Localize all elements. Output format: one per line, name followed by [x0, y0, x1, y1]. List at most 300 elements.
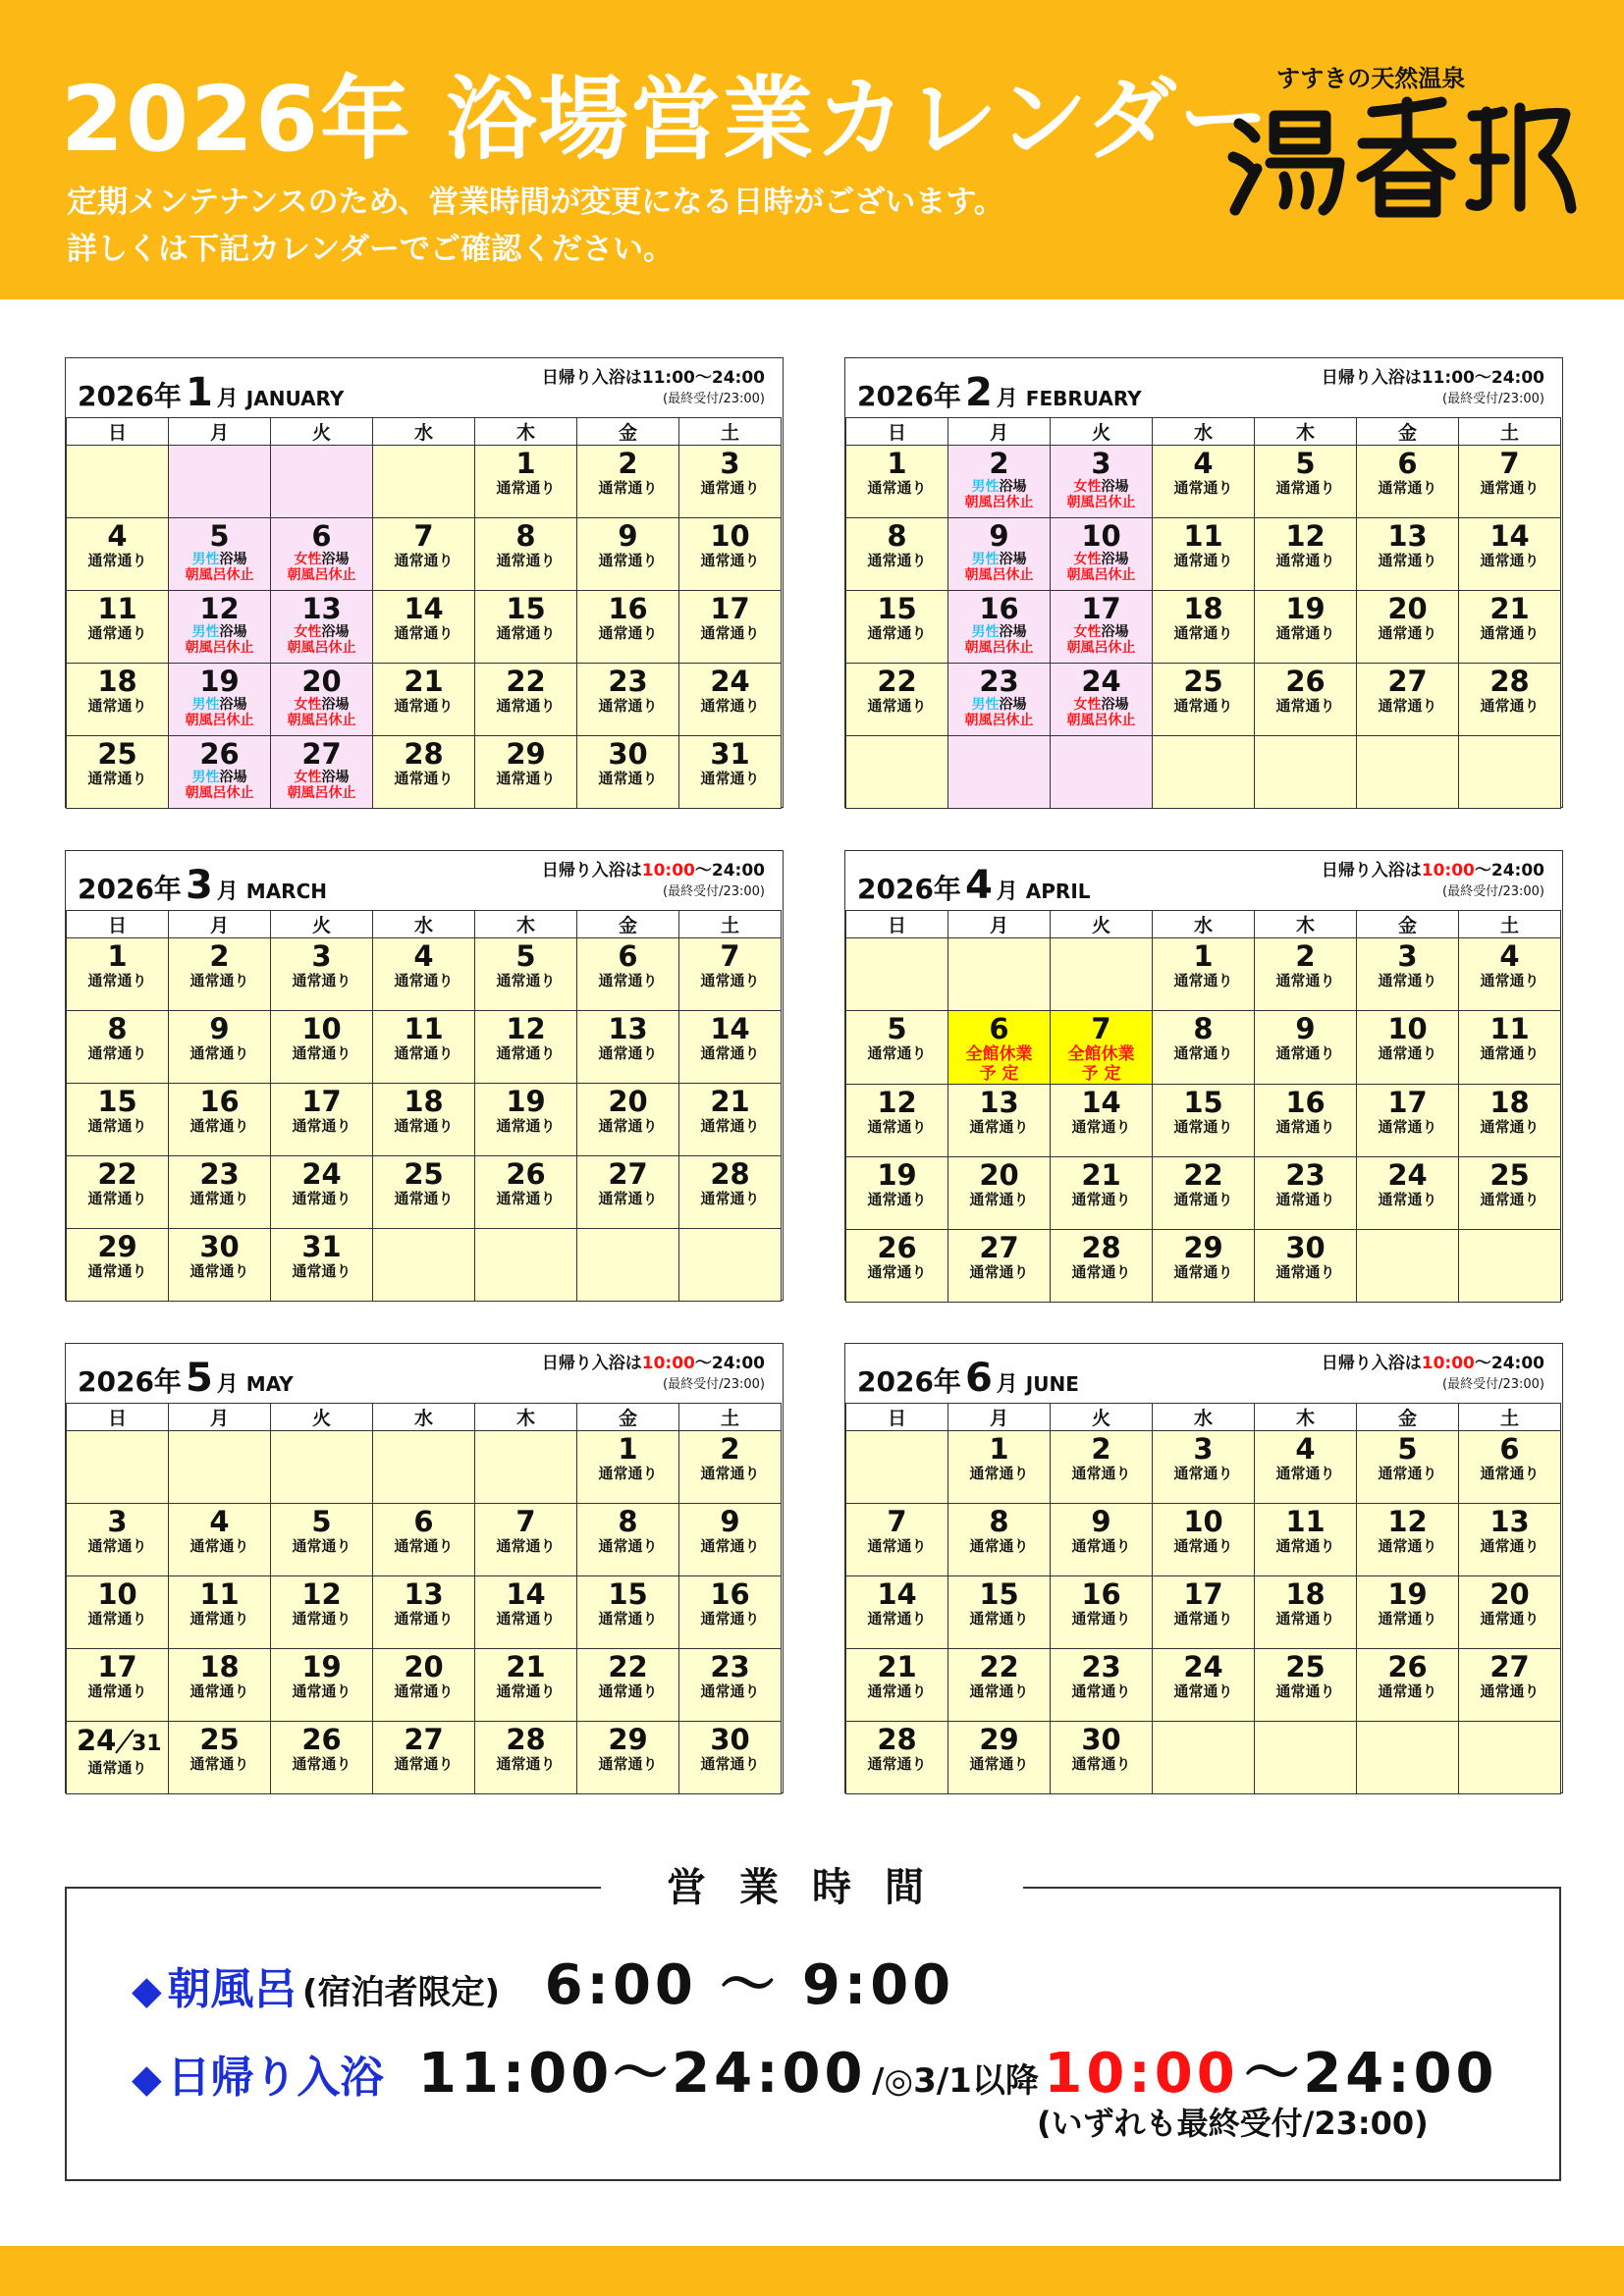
status-normal: 通常通り	[700, 624, 760, 642]
day-cell	[271, 736, 373, 809]
day-number: 27	[404, 1723, 444, 1756]
status-morning-bath-suspended: 朝風呂休止	[185, 567, 254, 583]
week-row	[67, 446, 782, 518]
day-number: 3	[720, 447, 740, 480]
day-cell	[846, 591, 948, 664]
day-number: 29	[608, 1723, 648, 1756]
day-cell	[373, 1649, 475, 1722]
status-normal: 通常通り	[1275, 1537, 1335, 1555]
status-men-bath	[169, 624, 270, 640]
day-number: 15	[979, 1577, 1019, 1611]
day-number: 31	[710, 737, 750, 771]
status-morning-bath-suspended: 朝風呂休止	[287, 785, 356, 801]
empty-day-cell	[1459, 1722, 1561, 1794]
day-cell	[948, 1431, 1051, 1504]
day-number: 10	[97, 1577, 137, 1611]
day-number: 21	[710, 1085, 750, 1118]
month-year: 2026年	[857, 380, 961, 412]
day-number: 23	[1081, 1650, 1121, 1683]
brand-logo	[1225, 94, 1579, 222]
day-number: 5	[515, 939, 536, 973]
gender-label: 男性	[971, 624, 1000, 640]
day-cell	[679, 664, 782, 736]
day-cell	[1153, 1157, 1255, 1230]
day-number: 1	[107, 939, 128, 973]
day-number: 2	[720, 1432, 740, 1466]
day-cell	[475, 938, 577, 1011]
bath-label: 浴場	[999, 624, 1027, 640]
status-normal: 通常通り	[598, 770, 658, 787]
day-cell	[169, 1229, 271, 1302]
day-number: 1	[989, 1432, 1009, 1466]
month-title	[857, 863, 1091, 908]
status-normal: 通常通り	[1480, 479, 1540, 497]
gender-label: 女性	[1073, 697, 1102, 713]
day-cell	[475, 591, 577, 664]
day-cell	[1051, 446, 1153, 518]
day-cell	[1255, 1649, 1357, 1722]
status-men-bath	[948, 552, 1050, 567]
day-cell	[679, 938, 782, 1011]
month-title	[857, 1356, 1079, 1401]
day-cell	[846, 664, 948, 736]
day-number: 24	[710, 665, 750, 698]
day-cell	[1357, 1576, 1459, 1649]
status-normal: 通常通り	[1275, 1465, 1335, 1482]
status-men-bath	[948, 697, 1050, 713]
status-normal: 通常通り	[700, 1117, 760, 1135]
day-cell	[846, 1722, 948, 1794]
status-women-bath	[1051, 624, 1152, 640]
status-normal: 通常通り	[394, 1537, 454, 1555]
status-normal: 通常通り	[867, 1682, 927, 1700]
status-normal: 通常通り	[867, 1191, 927, 1208]
status-normal: 通常通り	[1275, 624, 1335, 642]
status-normal: 通常通り	[598, 1537, 658, 1555]
diamond-icon: ◆	[132, 1968, 162, 2013]
week-row	[67, 518, 782, 591]
status-normal: 通常通り	[700, 697, 760, 715]
weekday-header: 土	[1459, 911, 1561, 938]
status-normal: 通常通り	[867, 1610, 927, 1628]
day-number: 14	[506, 1577, 546, 1611]
day-number: 12	[877, 1086, 917, 1119]
status-normal: 通常通り	[867, 1118, 927, 1136]
day-number: 27	[608, 1157, 648, 1191]
day-number: 3	[107, 1505, 128, 1538]
status-normal: 通常通り	[1378, 624, 1437, 642]
status-normal: 通常通り	[598, 624, 658, 642]
day-number: 23	[1285, 1158, 1326, 1192]
day-bath-label: 日帰り入浴	[167, 2053, 384, 2103]
day-number: 24	[1387, 1158, 1428, 1192]
day-cell	[1255, 1157, 1357, 1230]
status-women-bath	[271, 697, 372, 713]
gender-label: 男性	[191, 697, 220, 713]
status-normal: 通常通り	[700, 552, 760, 569]
status-normal: 通常通り	[292, 1044, 352, 1062]
empty-day-cell	[373, 1431, 475, 1504]
weekday-header: 土	[679, 418, 782, 446]
weekday-header: 金	[1357, 418, 1459, 446]
day-number: 10	[1387, 1012, 1428, 1045]
day-cell	[271, 1156, 373, 1229]
day-number: 19	[301, 1650, 342, 1683]
day-cell	[679, 1722, 782, 1794]
weekday-header: 火	[1051, 911, 1153, 938]
day-cell	[1153, 1011, 1255, 1085]
day-cell	[846, 1576, 948, 1649]
day-cell	[169, 518, 271, 591]
day-cell	[271, 938, 373, 1011]
bath-label: 浴場	[1101, 552, 1129, 567]
empty-day-cell	[846, 736, 948, 809]
day-bath-change-note: /◎3/1以降	[872, 2061, 1039, 2101]
status-normal: 通常通り	[867, 552, 927, 569]
month-number: 5	[185, 1356, 213, 1401]
day-number: 19	[506, 1085, 546, 1118]
day-number: 20	[404, 1650, 444, 1683]
day-number: 17	[301, 1085, 342, 1118]
status-normal: 通常通り	[292, 1190, 352, 1207]
day-cell	[577, 446, 679, 518]
day-cell	[1459, 446, 1561, 518]
day-number: 29	[97, 1230, 137, 1263]
day-number: 27	[301, 737, 342, 771]
status-morning-bath-suspended: 朝風呂休止	[1066, 495, 1136, 510]
day-cell	[1459, 518, 1561, 591]
status-morning-bath-suspended: 朝風呂休止	[287, 567, 356, 583]
day-cell	[475, 1156, 577, 1229]
day-number: 12	[506, 1012, 546, 1045]
status-normal: 通常通り	[1071, 1755, 1131, 1773]
status-normal: 通常通り	[496, 770, 556, 787]
day-cell	[1153, 1431, 1255, 1504]
status-closed: 全館休業	[965, 1044, 1033, 1064]
day-number: 6	[413, 1505, 434, 1538]
day-cell	[948, 1011, 1051, 1085]
status-normal: 通常通り	[700, 479, 760, 497]
day-cell	[373, 1084, 475, 1156]
status-women-bath	[271, 624, 372, 640]
status-normal: 通常通り	[969, 1682, 1029, 1700]
week-row	[846, 736, 1561, 809]
day-cell	[1051, 518, 1153, 591]
month-table	[66, 1403, 782, 1794]
weekday-header: 水	[1153, 418, 1255, 446]
day-cell	[67, 1504, 169, 1576]
weekday-header: 火	[271, 418, 373, 446]
weekday-header: 日	[67, 1404, 169, 1431]
hours-close-time: 〜24:00	[1474, 861, 1544, 881]
day-cell	[948, 1230, 1051, 1303]
status-women-bath	[1051, 479, 1152, 495]
day-bath-new-close: 〜24:00	[1244, 2042, 1498, 2106]
status-normal: 通常通り	[292, 1537, 352, 1555]
empty-day-cell	[846, 1431, 948, 1504]
day-number: 8	[887, 519, 907, 553]
day-cell	[373, 1722, 475, 1794]
status-normal: 通常通り	[1173, 1682, 1233, 1700]
status-normal: 通常通り	[1480, 972, 1540, 989]
day-number: 3	[311, 939, 332, 973]
day-cell	[846, 518, 948, 591]
status-normal: 通常通り	[496, 1537, 556, 1555]
status-normal: 通常通り	[1378, 972, 1437, 989]
status-normal: 通常通り	[1173, 624, 1233, 642]
day-cell	[67, 736, 169, 809]
empty-day-cell	[1153, 1722, 1255, 1794]
day-number: 21	[877, 1650, 917, 1683]
day-number: 8	[1193, 1012, 1214, 1045]
day-number: 17	[1387, 1086, 1428, 1119]
hours-close-time: 〜24:00	[1474, 1354, 1544, 1373]
last-entry-note: (いずれも最終受付/23:00)	[1037, 2105, 1429, 2142]
status-normal: 通常通り	[87, 697, 147, 715]
status-normal: 通常通り	[1275, 479, 1335, 497]
day-cell	[67, 1576, 169, 1649]
hours-close-time: 〜24:00	[694, 861, 765, 881]
month-hours	[1322, 1354, 1544, 1395]
gender-label: 男性	[191, 552, 220, 567]
status-morning-bath-suspended: 朝風呂休止	[964, 567, 1034, 583]
weekday-header: 日	[67, 911, 169, 938]
empty-day-cell	[1459, 1230, 1561, 1303]
hours-prefix: 日帰り入浴は	[541, 368, 642, 388]
day-number: 13	[1387, 519, 1428, 553]
weekday-header: 金	[577, 1404, 679, 1431]
weekday-header: 月	[169, 418, 271, 446]
status-normal: 通常通り	[292, 1682, 352, 1700]
day-number: 14	[710, 1012, 750, 1045]
status-normal: 通常通り	[598, 1465, 658, 1482]
day-cell	[948, 446, 1051, 518]
weekday-header: 月	[948, 418, 1051, 446]
status-normal: 通常通り	[87, 1190, 147, 1207]
gender-label: 女性	[294, 624, 322, 640]
gender-label: 男性	[191, 624, 220, 640]
footer-band	[0, 2246, 1624, 2296]
status-normal: 通常通り	[394, 1610, 454, 1628]
day-cell	[577, 1011, 679, 1084]
day-cell	[67, 938, 169, 1011]
day-cell	[577, 938, 679, 1011]
day-cell	[67, 1084, 169, 1156]
status-normal: 通常通り	[496, 1044, 556, 1062]
day-cell	[271, 1504, 373, 1576]
status-normal: 通常通り	[87, 1117, 147, 1135]
empty-day-cell	[1051, 736, 1153, 809]
day-number: 14	[1081, 1086, 1121, 1119]
day-number: 12	[301, 1577, 342, 1611]
day-cell	[475, 664, 577, 736]
day-cell	[475, 1011, 577, 1084]
hours-prefix: 日帰り入浴は	[1321, 368, 1422, 388]
status-normal: 通常通り	[87, 624, 147, 642]
month-table	[845, 1403, 1561, 1794]
week-row	[846, 664, 1561, 736]
month-suffix: 月	[996, 387, 1018, 411]
bath-label: 浴場	[1101, 479, 1129, 495]
day-number: 30	[608, 737, 648, 771]
day-cell	[1051, 1011, 1153, 1085]
month-suffix: 月	[996, 1372, 1018, 1397]
status-normal: 通常通り	[867, 1537, 927, 1555]
status-normal: 通常通り	[189, 972, 249, 989]
status-normal: 通常通り	[1275, 1191, 1335, 1208]
last-entry: (最終受付/23:00)	[663, 392, 765, 406]
last-entry: (最終受付/23:00)	[1442, 392, 1544, 406]
status-normal: 通常通り	[87, 972, 147, 989]
status-closed-planned: 予 定	[1081, 1064, 1121, 1084]
empty-day-cell	[679, 1229, 782, 1302]
empty-day-cell	[271, 446, 373, 518]
day-cell	[373, 736, 475, 809]
hours-open-time: 10:00	[641, 1354, 695, 1373]
week-row	[67, 1229, 782, 1302]
status-morning-bath-suspended: 朝風呂休止	[964, 640, 1034, 656]
status-normal: 通常通り	[1275, 552, 1335, 569]
week-row	[846, 446, 1561, 518]
status-normal: 通常通り	[292, 1755, 352, 1773]
status-normal: 通常通り	[700, 1190, 760, 1207]
status-normal: 通常通り	[1173, 1537, 1233, 1555]
day-number: 4	[1193, 447, 1214, 480]
status-normal: 通常通り	[969, 1755, 1029, 1773]
morning-bath-note: (宿泊者限定)	[301, 1973, 500, 2012]
hours-close-time: 〜24:00	[1474, 368, 1544, 388]
week-row	[67, 1504, 782, 1576]
day-number: 24	[1081, 665, 1121, 698]
weekday-header: 木	[1255, 418, 1357, 446]
status-normal: 通常通り	[87, 552, 147, 569]
bath-label: 浴場	[999, 479, 1027, 495]
month-title	[78, 370, 344, 415]
day-number: 17	[1183, 1577, 1223, 1611]
status-women-bath	[271, 552, 372, 567]
empty-day-cell	[475, 1229, 577, 1302]
status-normal: 通常通り	[598, 972, 658, 989]
day-number: 20	[1489, 1577, 1530, 1611]
status-normal: 通常通り	[189, 1610, 249, 1628]
status-normal: 通常通り	[700, 972, 760, 989]
status-normal: 通常通り	[1173, 1118, 1233, 1136]
status-normal: 通常通り	[87, 1759, 147, 1777]
month-calendar-may	[65, 1343, 784, 1793]
day-cell	[1051, 1157, 1153, 1230]
hours-open-time: 11:00	[641, 368, 695, 388]
last-entry: (最終受付/23:00)	[663, 884, 765, 899]
status-normal: 通常通り	[496, 479, 556, 497]
status-normal: 通常通り	[496, 972, 556, 989]
weekday-header: 水	[373, 1404, 475, 1431]
gender-label: 女性	[294, 770, 322, 785]
day-cell	[271, 1229, 373, 1302]
day-number: 30	[1285, 1231, 1326, 1264]
day-number: 23	[710, 1650, 750, 1683]
day-cell	[846, 1011, 948, 1085]
month-header	[66, 1344, 783, 1403]
day-number: 7	[515, 1505, 536, 1538]
day-number: 3	[1397, 939, 1418, 973]
month-number: 2	[964, 370, 993, 415]
day-cell	[67, 591, 169, 664]
status-normal: 通常通り	[1378, 479, 1437, 497]
day-cell	[846, 1230, 948, 1303]
day-number: 22	[1183, 1158, 1223, 1192]
weekday-header: 土	[679, 911, 782, 938]
hours-prefix: 日帰り入浴は	[541, 1354, 642, 1373]
day-bath-time: 11:00〜24:00	[417, 2042, 867, 2106]
day-cell	[1459, 1011, 1561, 1085]
weekday-header: 月	[169, 1404, 271, 1431]
status-normal: 通常通り	[1173, 1610, 1233, 1628]
day-cell	[948, 1504, 1051, 1576]
bath-label: 浴場	[219, 770, 247, 785]
status-morning-bath-suspended: 朝風呂休止	[287, 640, 356, 656]
day-cell	[1153, 1504, 1255, 1576]
day-cell	[1255, 1431, 1357, 1504]
week-row	[846, 1085, 1561, 1157]
weekday-header: 木	[1255, 1404, 1357, 1431]
status-normal: 通常通り	[700, 770, 760, 787]
week-row	[846, 1230, 1561, 1303]
day-cell	[271, 1084, 373, 1156]
status-normal: 通常通り	[598, 1755, 658, 1773]
day-number: 24	[301, 1157, 342, 1191]
month-hours	[542, 368, 765, 409]
day-number: 26	[877, 1231, 917, 1264]
status-normal: 通常通り	[496, 1682, 556, 1700]
status-normal: 通常通り	[1378, 1610, 1437, 1628]
status-normal: 通常通り	[700, 1044, 760, 1062]
day-number: 20	[979, 1158, 1019, 1192]
day-cell	[679, 1576, 782, 1649]
status-normal: 通常通り	[189, 1682, 249, 1700]
day-number: 26	[199, 737, 240, 771]
day-number: 21	[1081, 1158, 1121, 1192]
day-cell	[1153, 938, 1255, 1011]
bath-label: 浴場	[219, 697, 247, 713]
status-normal: 通常通り	[496, 1755, 556, 1773]
day-cell	[1459, 1157, 1561, 1230]
weekday-header: 土	[1459, 1404, 1561, 1431]
weekday-header: 火	[271, 1404, 373, 1431]
day-cell	[1255, 591, 1357, 664]
status-normal: 通常通り	[1275, 1263, 1335, 1281]
status-men-bath	[169, 697, 270, 713]
day-cell	[679, 1011, 782, 1084]
day-cell	[271, 1722, 373, 1794]
status-normal: 通常通り	[700, 1465, 760, 1482]
week-row	[846, 1504, 1561, 1576]
day-cell	[169, 1504, 271, 1576]
weekday-header: 日	[846, 1404, 948, 1431]
bath-label: 浴場	[219, 624, 247, 640]
day-cell	[1153, 1649, 1255, 1722]
day-number: 28	[877, 1723, 917, 1756]
month-table	[845, 910, 1561, 1303]
weekday-header: 火	[1051, 418, 1153, 446]
day-number: 28	[710, 1157, 750, 1191]
day-bath-new-open: 10:00	[1044, 2042, 1239, 2106]
status-normal: 通常通り	[1275, 1682, 1335, 1700]
week-row	[67, 1011, 782, 1084]
day-number: 5	[1295, 447, 1316, 480]
day-number-second: 31	[132, 1732, 162, 1756]
day-cell	[577, 1431, 679, 1504]
day-cell	[169, 1084, 271, 1156]
